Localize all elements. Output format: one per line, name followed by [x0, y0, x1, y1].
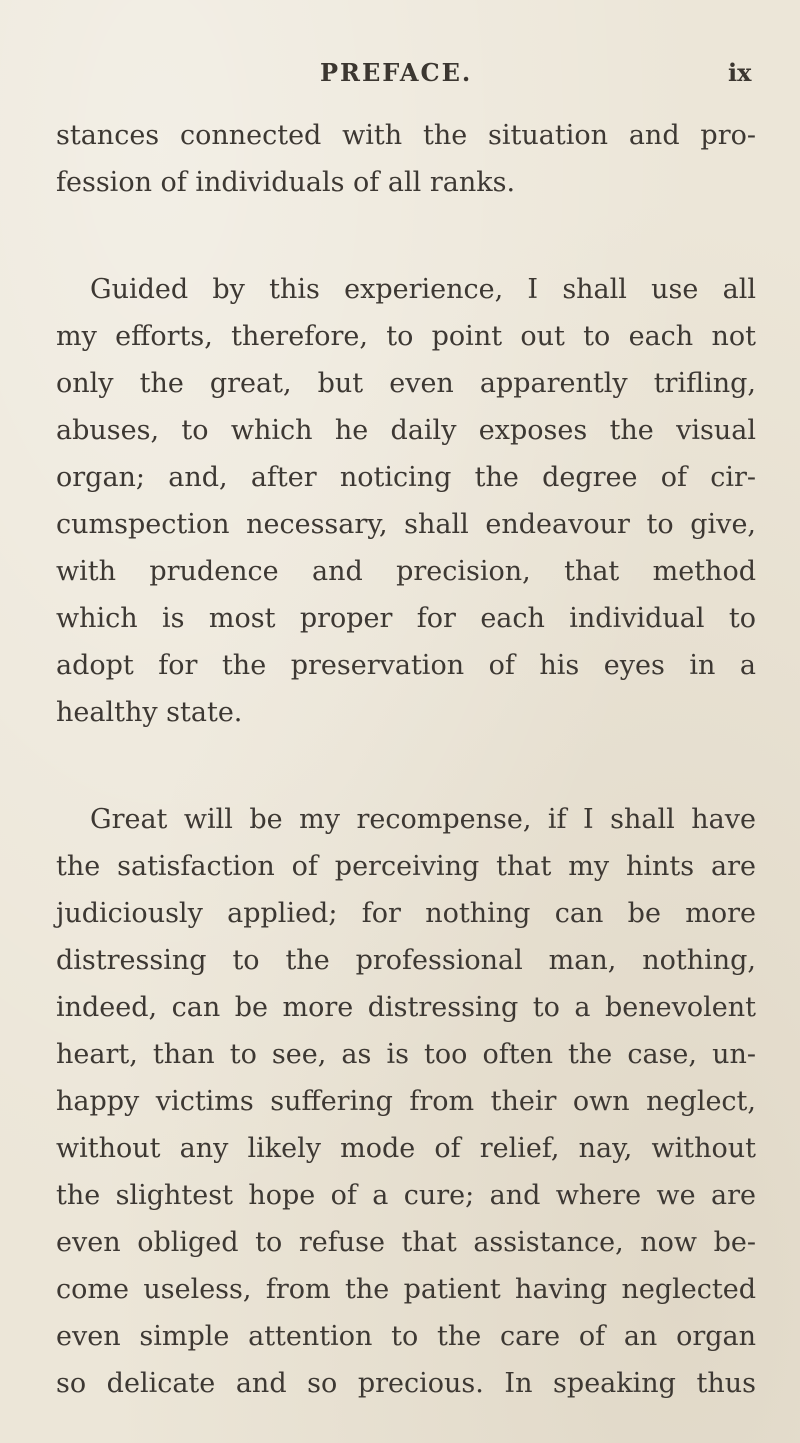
paragraph-2	[56, 266, 756, 736]
text-line: healthy state.	[56, 697, 243, 728]
text-line: stances connected with the situation and pro-	[56, 120, 756, 151]
text-line: even simple attention to the care of an organ	[56, 1321, 756, 1352]
text-line: Great will be my recompense, if I shall have	[90, 804, 756, 835]
text-line: which is most proper for each individual to	[56, 603, 756, 634]
text-line: cumspection necessary, shall endeavour to give,	[56, 509, 756, 540]
text-line: so delicate and so precious. In speaking thus	[56, 1368, 756, 1399]
text-line: indeed, can be more distressing to a benevolent	[56, 992, 756, 1023]
text-line: heart, than to see, as is too often the case, un-	[56, 1039, 756, 1070]
running-title: PREFACE.	[320, 58, 473, 87]
text-line: happy victims suffering from their own neglect,	[56, 1086, 756, 1117]
text-line: without any likely mode of relief, nay, without	[56, 1133, 756, 1164]
paragraph-1	[56, 112, 756, 206]
running-head	[0, 58, 800, 94]
text-line: the slightest hope of a cure; and where we are	[56, 1180, 756, 1211]
body-text	[56, 112, 756, 1407]
text-line: even obliged to refuse that assistance, now be-	[56, 1227, 756, 1258]
page-number: ix	[728, 58, 752, 87]
text-line: my efforts, therefore, to point out to each not	[56, 321, 756, 352]
paragraph-3	[56, 796, 756, 1407]
text-line: abuses, to which he daily exposes the visual	[56, 415, 756, 446]
text-line: fession of individuals of all ranks.	[56, 167, 516, 198]
text-line: only the great, but even apparently trifling,	[56, 368, 756, 399]
text-line: Guided by this experience, I shall use all	[90, 274, 756, 305]
text-line: with prudence and precision, that method	[56, 556, 756, 587]
text-line: judiciously applied; for nothing can be more	[56, 898, 756, 929]
text-line: come useless, from the patient having neglected	[56, 1274, 756, 1305]
text-line: adopt for the preservation of his eyes in a	[56, 650, 756, 681]
text-line: distressing to the professional man, nothing,	[56, 945, 756, 976]
text-line: organ; and, after noticing the degree of cir-	[56, 462, 756, 493]
text-line: the satisfaction of perceiving that my hints are	[56, 851, 756, 882]
